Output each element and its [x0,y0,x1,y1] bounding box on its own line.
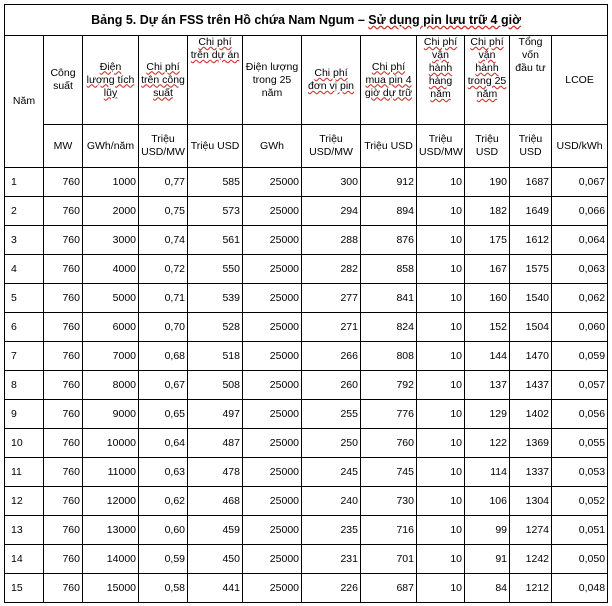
table-cell: 9 [5,400,44,429]
table-cell: 760 [44,284,83,313]
table-cell: 1687 [510,168,552,197]
table-cell: 561 [188,226,243,255]
table-cell: 760 [44,516,83,545]
table-row [5,342,608,371]
table-cell: 235 [302,516,361,545]
header-total-investment: Tổng vốn đầu tư [510,36,552,125]
table-cell: 14 [5,545,44,574]
table-cell: 300 [302,168,361,197]
table-cell: 10 [417,255,465,284]
table-cell: 25000 [243,284,302,313]
table-cell: 182 [465,197,510,226]
table-cell: 1369 [510,429,552,458]
unit-lcoe: USD/kWh [552,125,608,168]
table-cell: 760 [44,487,83,516]
table-cell: 25000 [243,255,302,284]
table-cell: 760 [44,313,83,342]
table-cell: 1 [5,168,44,197]
table-cell: 0,064 [552,226,608,255]
table-cell: 876 [361,226,417,255]
table-cell: 10 [417,197,465,226]
table-cell: 3000 [83,226,139,255]
table-cell: 245 [302,458,361,487]
table-row [5,487,608,516]
unit-capacity: MW [44,125,83,168]
table-cell: 11 [5,458,44,487]
table-cell: 25000 [243,487,302,516]
table-cell: 0,71 [139,284,188,313]
table-row [5,255,608,284]
table-cell: 0,051 [552,516,608,545]
title-prefix: Bảng 5. Dự án FSS trên Hồ chứa Nam Ngum – [91,12,369,27]
table-cell: 841 [361,284,417,313]
table-cell: 760 [44,429,83,458]
table-cell: 25000 [243,516,302,545]
header-operating-cost-25-years: Chi phí vận hành trong 25 năm [465,36,510,125]
table-cell: 10 [417,458,465,487]
unit-annual-operating-cost: Triệu USD/MW [417,125,465,168]
table-cell: 0,70 [139,313,188,342]
table-cell: 7000 [83,342,139,371]
table-cell: 0,62 [139,487,188,516]
table-cell: 167 [465,255,510,284]
table-cell: 6000 [83,313,139,342]
table-cell: 277 [302,284,361,313]
table-cell: 0,60 [139,516,188,545]
table-cell: 0,68 [139,342,188,371]
table-cell: 0,58 [139,574,188,603]
unit-energy-25-years: GWh [243,125,302,168]
table-cell: 0,056 [552,400,608,429]
table-cell: 11000 [83,458,139,487]
table-cell: 858 [361,255,417,284]
table-cell: 1437 [510,371,552,400]
table-cell: 468 [188,487,243,516]
table-cell: 760 [44,545,83,574]
table-cell: 487 [188,429,243,458]
table-cell: 25000 [243,168,302,197]
table-cell: 0,052 [552,487,608,516]
header-battery-purchase-cost: Chi phí mua pin 4 giờ dự trữ [361,36,417,125]
table-cell: 25000 [243,226,302,255]
table-cell: 260 [302,371,361,400]
table-cell: 745 [361,458,417,487]
table-cell: 12 [5,487,44,516]
table-row [5,400,608,429]
table-cell: 25000 [243,342,302,371]
table-cell: 894 [361,197,417,226]
table-cell: 10 [417,429,465,458]
table-cell: 0,59 [139,545,188,574]
table-cell: 7 [5,342,44,371]
table-cell: 0,050 [552,545,608,574]
table-cell: 792 [361,371,417,400]
table-cell: 1470 [510,342,552,371]
table-cell: 760 [44,371,83,400]
table-cell: 12000 [83,487,139,516]
table-cell: 1612 [510,226,552,255]
table-cell: 25000 [243,458,302,487]
unit-cost-per-capacity: Triệu USD/MW [139,125,188,168]
fss-table [4,4,608,603]
table-cell: 13 [5,516,44,545]
table-cell: 0,057 [552,371,608,400]
table-row [5,168,608,197]
table-row [5,371,608,400]
table-cell: 160 [465,284,510,313]
table-cell: 231 [302,545,361,574]
table-cell: 10 [5,429,44,458]
table-cell: 129 [465,400,510,429]
header-capacity: Công suất [44,36,83,125]
table-cell: 497 [188,400,243,429]
table-cell: 13000 [83,516,139,545]
table-cell: 687 [361,574,417,603]
table-cell: 760 [44,226,83,255]
table-cell: 226 [302,574,361,603]
table-cell: 1649 [510,197,552,226]
table-cell: 10 [417,313,465,342]
table-cell: 250 [302,429,361,458]
header-year: Năm [5,36,44,168]
table-cell: 99 [465,516,510,545]
table-cell: 10 [417,516,465,545]
table-cell: 10 [417,487,465,516]
table-cell: 190 [465,168,510,197]
table-cell: 0,65 [139,400,188,429]
table-row [5,458,608,487]
table-cell: 730 [361,487,417,516]
table-cell: 25000 [243,545,302,574]
table-cell: 25000 [243,313,302,342]
table-cell: 1000 [83,168,139,197]
table-cell: 10 [417,371,465,400]
table-cell: 294 [302,197,361,226]
unit-operating-cost-25-years: Triệu USD [465,125,510,168]
table-cell: 8000 [83,371,139,400]
table-cell: 760 [361,429,417,458]
unit-cumulative-energy: GWh/năm [83,125,139,168]
table-cell: 912 [361,168,417,197]
table-cell: 0,67 [139,371,188,400]
header-cost-per-capacity: Chi phí trên công suất [139,36,188,125]
table-cell: 10 [417,168,465,197]
table-cell: 0,059 [552,342,608,371]
table-cell: 5 [5,284,44,313]
table-cell: 106 [465,487,510,516]
table-row [5,226,608,255]
table-cell: 0,75 [139,197,188,226]
table-cell: 0,062 [552,284,608,313]
table-cell: 550 [188,255,243,284]
table-row [5,429,608,458]
table-cell: 0,055 [552,429,608,458]
table-cell: 808 [361,342,417,371]
table-cell: 25000 [243,429,302,458]
table-cell: 0,053 [552,458,608,487]
header-lcoe: LCOE [552,36,608,125]
header-battery-unit-cost: Chi phí đơn vị pin [302,36,361,125]
table-cell: 760 [44,342,83,371]
table-cell: 1504 [510,313,552,342]
header-energy-25-years: Điện lượng trong 25 năm [243,36,302,125]
table-cell: 518 [188,342,243,371]
table-row [5,516,608,545]
table-cell: 1337 [510,458,552,487]
table-cell: 0,72 [139,255,188,284]
table-cell: 0,77 [139,168,188,197]
table-cell: 0,74 [139,226,188,255]
table-cell: 450 [188,545,243,574]
table-cell: 6 [5,313,44,342]
table-cell: 760 [44,168,83,197]
table-cell: 1540 [510,284,552,313]
table-cell: 10 [417,226,465,255]
table-cell: 10 [417,342,465,371]
table-cell: 441 [188,574,243,603]
table-cell: 25000 [243,197,302,226]
table-cell: 1402 [510,400,552,429]
table-cell: 4000 [83,255,139,284]
table-cell: 175 [465,226,510,255]
unit-project-cost: Triệu USD [188,125,243,168]
table-cell: 255 [302,400,361,429]
table-cell: 10 [417,284,465,313]
table-cell: 760 [44,255,83,284]
table-row [5,284,608,313]
table-cell: 1575 [510,255,552,284]
table-cell: 1212 [510,574,552,603]
table-cell: 152 [465,313,510,342]
table-cell: 15 [5,574,44,603]
table-cell: 573 [188,197,243,226]
table-row [5,574,608,603]
table-cell: 271 [302,313,361,342]
table-cell: 10 [417,545,465,574]
table-cell: 266 [302,342,361,371]
table-container [4,4,607,603]
table-cell: 25000 [243,371,302,400]
table-cell: 8 [5,371,44,400]
table-cell: 760 [44,458,83,487]
table-cell: 144 [465,342,510,371]
table-row [5,545,608,574]
header-project-cost: Chi phí trên dự án [188,36,243,125]
table-cell: 137 [465,371,510,400]
table-cell: 459 [188,516,243,545]
table-cell: 716 [361,516,417,545]
table-cell: 0,63 [139,458,188,487]
table-cell: 0,048 [552,574,608,603]
table-cell: 10 [417,574,465,603]
table-cell: 2 [5,197,44,226]
table-cell: 508 [188,371,243,400]
table-cell: 1274 [510,516,552,545]
header-annual-operating-cost: Chi phí vận hành hàng năm [417,36,465,125]
table-cell: 0,066 [552,197,608,226]
table-cell: 760 [44,197,83,226]
table-cell: 2000 [83,197,139,226]
table-cell: 4 [5,255,44,284]
table-cell: 25000 [243,400,302,429]
table-cell: 10 [417,400,465,429]
table-cell: 478 [188,458,243,487]
table-row [5,197,608,226]
unit-battery-unit-cost: Triệu USD/MW [302,125,361,168]
table-cell: 114 [465,458,510,487]
title-emphasis: Sử dụng pin lưu trữ 4 giờ [368,12,521,27]
table-cell: 0,64 [139,429,188,458]
table-cell: 15000 [83,574,139,603]
table-cell: 760 [44,400,83,429]
unit-battery-purchase-cost: Triệu USD [361,125,417,168]
table-cell: 3 [5,226,44,255]
table-cell: 14000 [83,545,139,574]
table-cell: 122 [465,429,510,458]
table-cell: 585 [188,168,243,197]
table-cell: 91 [465,545,510,574]
table-cell: 1242 [510,545,552,574]
unit-total-investment: Triệu USD [510,125,552,168]
table-cell: 1304 [510,487,552,516]
table-cell: 25000 [243,574,302,603]
table-cell: 282 [302,255,361,284]
table-row [5,313,608,342]
table-cell: 0,063 [552,255,608,284]
table-title [5,5,608,36]
table-cell: 776 [361,400,417,429]
table-cell: 701 [361,545,417,574]
table-body [5,168,608,603]
table-cell: 539 [188,284,243,313]
table-cell: 0,060 [552,313,608,342]
table-cell: 824 [361,313,417,342]
table-cell: 288 [302,226,361,255]
table-cell: 528 [188,313,243,342]
table-cell: 760 [44,574,83,603]
header-cumulative-energy: Điện lượng tích lũy [83,36,139,125]
table-cell: 240 [302,487,361,516]
table-cell: 0,067 [552,168,608,197]
table-cell: 5000 [83,284,139,313]
table-cell: 10000 [83,429,139,458]
table-cell: 84 [465,574,510,603]
table-cell: 9000 [83,400,139,429]
